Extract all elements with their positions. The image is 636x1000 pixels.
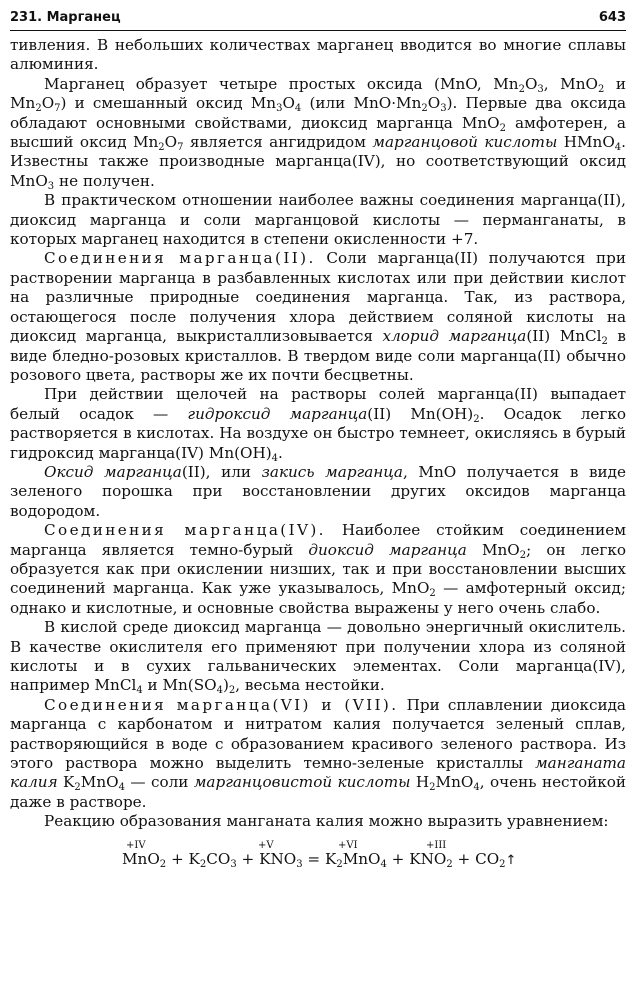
page-number: 643 — [598, 10, 626, 25]
paragraph-1: тивления. В небольших количествах марганец вводится во многие сплавы алюминия. — [10, 36, 626, 74]
paragraph-mn2-compounds: Соединения марганца(II). Соли марганца(II) получаются при растворении марганца в разбавленных кислотах или при действии кислот на различные природные соединения марганца. Так, из раствора, остающегося после получения хлора действием соляной кислоты на диоксид марганца, выкристаллизовывается хлорид марганца(II) MnCl$_2$ в виде бледно-розовых кристаллов. В твердом виде соли марганца(II) обычно розового цвета, растворы же их почти бесцветны. — [10, 249, 627, 384]
paragraph-mn6-mn7-compounds: Соединения марганца(VI) и (VII). При сплавлении диоксида марганца с карбонатом и нитратом калия получается зеленый сплав, растворяющийся в воде с образованием красивого зеленого раствора. Из этого раствора можно выделить темно-зеленые кристаллы манганата калия $K_2MnO_4$ — соли марганцовистой кислоты $H_2MnO_4$, очень нестойкой даже в растворе. — [10, 695, 626, 811]
oxidation-states — [122, 836, 542, 850]
section-title: 231. Марганец — [10, 10, 121, 25]
paragraph-mno: Оксид марганца(II), или закись марганца, MnO получается в виде зеленого порошка при восстановлении других оксидов марганца водородом. — [10, 462, 627, 520]
paragraph-oxides: Марганец образует четыре простых оксида (MnO, $Mn_2O_3$, MnO$_2$ и $Mn_2O_7$) и смешанный оксид $Mn_3O_4$ (или $MnO\cdot Mn_2O_3$). Первые два оксида обладают основными свойствами, диоксид марганца MnO$_2$ амфотерен, а высший оксид $Mn_2O_7$ является ангидридом марганцовой кислоты HMnO$_4$. Известны также производные марганца(IV), но соответствующий оксид MnO$_3$ не получен. — [10, 74, 626, 192]
page-header — [10, 6, 626, 31]
equation-line: $MnO_2 + K_2CO_3 + KNO_3 = K_2MnO_4 + KNO_2$ + $CO_2↑$ — [122, 849, 517, 870]
paragraph-important-compounds: В практическом отношении наиболее важны соединения марганца(II), диоксид марганца и соли марганцовой кислоты — перманганаты, в которых марганец находится в степени окисленности +7. — [10, 191, 626, 249]
spaced-heading: Соединения марганца(II). — [44, 249, 316, 268]
ox-state-mn: +IV — [126, 839, 146, 851]
spaced-heading: Соединения марганца(VI) и (VII). — [44, 695, 399, 714]
paragraph-mn4-compounds: Соединения марганца(IV). Наиболее стойким соединением марганца является темно-бурый диоксид марганца MnO$_2$; он легко образуется как при окислении низших, так и при восстановлении высших соединений марганца. Как уже указывалось, MnO$_2$ — амфотерный оксид; однако и кислотные, и основные свойства выражены у него очень слабо. — [10, 521, 627, 617]
spaced-heading: Соединения марганца(IV). — [44, 521, 326, 540]
page-body — [10, 36, 626, 870]
ox-state-n: +V — [258, 839, 274, 851]
paragraph-reaction-intro: Реакцию образования манганата калия можно выразить уравнением: — [44, 812, 609, 831]
ox-state-n-product: +III — [426, 839, 447, 851]
gas-arrow-icon: ↑ — [505, 852, 517, 868]
paragraph-hydroxide: При действии щелочей на растворы солей марганца(II) выпадает белый осадок — гидроксид марганца(II) $Mn(OH)_2$. Осадок легко растворяется в кислотах. На воздухе он быстро темнеет, окисляясь в бурый гидроксид марганца(IV) $Mn(OH)_4$. — [10, 385, 627, 464]
chemical-equation — [122, 836, 542, 870]
ox-state-mn-product: +VI — [338, 839, 358, 851]
paragraph-oxidizer: В кислой среде диоксид марганца — довольно энергичный окислитель. В качестве окислителя его применяют при получении хлора из соляной кислоты и в сухих гальванических элементах. Соли марганца(IV), например MnCl$_4$ и $Mn(SO_4)_2$, весьма нестойки. — [10, 618, 626, 697]
